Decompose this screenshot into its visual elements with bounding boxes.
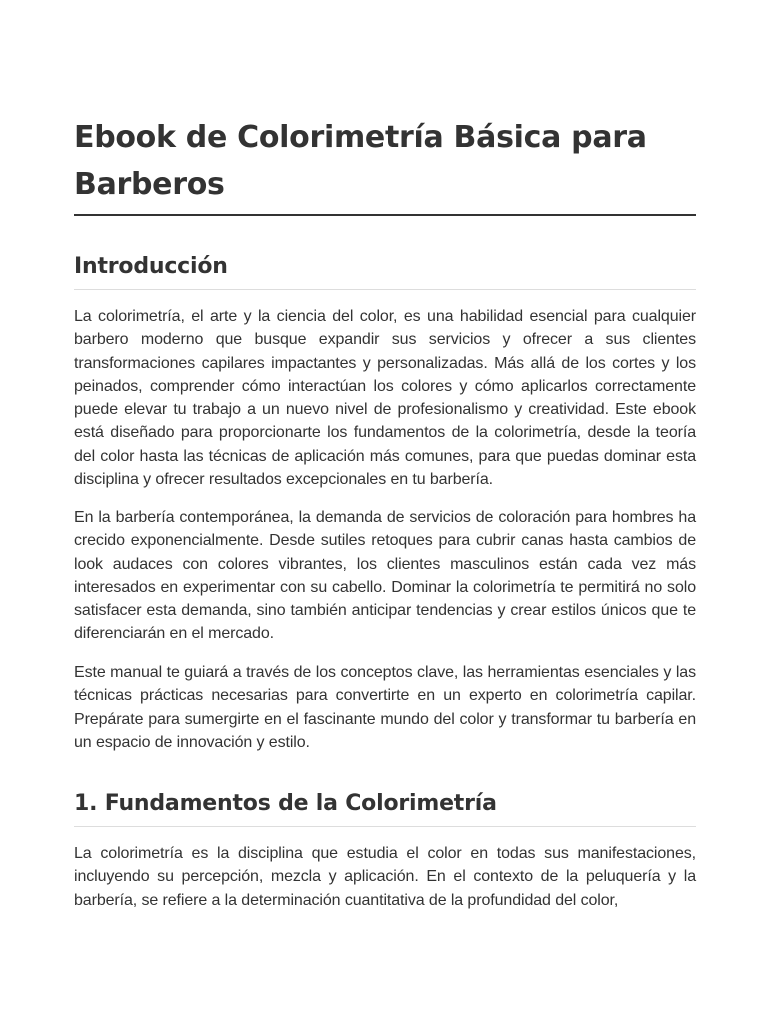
section-divider [74,289,696,290]
title-divider [74,214,696,216]
section-heading-fundamentos: 1. Fundamentos de la Colorimetría [74,791,497,816]
fundamentos-paragraph-1: La colorimetría es la disciplina que estudia el color en todas sus manifestaciones, incluyendo su percepción, mezcla y aplicación. En el contexto de la peluquería y la barbería, se refiere a la determinación cuantitativa de la profundidad del color, [74,845,696,909]
section-heading-introduccion: Introducción [74,254,228,279]
document-title: Ebook de Colorimetría Básica para Barberos [74,120,647,202]
section-divider [74,826,696,827]
intro-paragraph-3: Este manual te guiará a través de los conceptos clave, las herramientas esenciales y las técnicas prácticas necesarias para convertirte en un experto en colorimetría capilar. Prepárate para sumergirte en el fascinante mundo del color y transformar tu barbería en un espacio de innovación y estilo. [74,664,696,751]
intro-paragraph-2: En la barbería contemporánea, la demanda de servicios de coloración para hombres ha crecido exponencialmente. Desde sutiles retoques para cubrir canas hasta cambios de look audaces con colores vibrantes, los clientes masculinos están cada vez más interesados en experimentar con su cabello. Dominar la colorimetría te permitirá no solo satisfacer esta demanda, sino también anticipar tendencias y crear estilos únicos que te diferenciarán en el mercado. [74,509,696,643]
intro-paragraph-1: La colorimetría, el arte y la ciencia del color, es una habilidad esencial para cualquier barbero moderno que busque expandir sus servicios y ofrecer a sus clientes transformaciones capilares impactantes y personalizadas. Más allá de los cortes y los peinados, comprender cómo interactúan los colores y cómo aplicarlos correctamente puede elevar tu trabajo a un nuevo nivel de profesionalismo y creatividad. Este ebook está diseñado para proporcionarte los fundamentos de la colorimetría, desde la teoría del color hasta las técnicas de aplicación más comunes, para que puedas dominar esta disciplina y ofrecer resultados excepcionales en tu barbería. [74,308,696,489]
